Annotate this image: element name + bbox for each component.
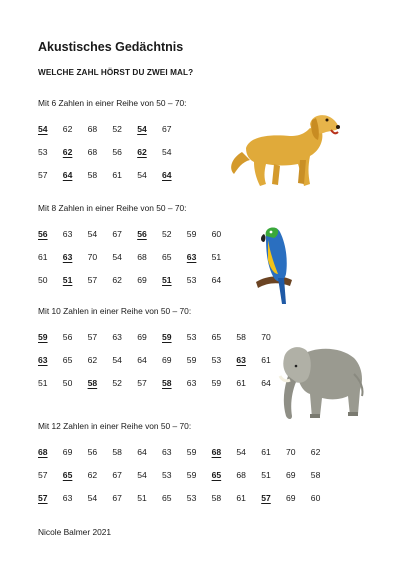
number-cell: 65 <box>62 470 73 480</box>
number-cell: 68 <box>87 147 98 157</box>
number-cell: 58 <box>112 447 122 457</box>
number-cell: 63 <box>62 252 73 262</box>
section-heading: Mit 12 Zahlen in einer Reihe von 50 – 70: <box>38 421 192 431</box>
number-cell: 69 <box>62 447 73 457</box>
number-cell: 57 <box>87 332 98 342</box>
number-cell: 54 <box>137 170 147 180</box>
number-cell: 63 <box>62 229 73 239</box>
number-cell: 57 <box>87 275 98 285</box>
worksheet-title: Akustisches Gedächtnis <box>38 40 184 54</box>
number-cell: 59 <box>162 332 172 342</box>
number-cell: 70 <box>286 447 296 457</box>
number-cell: 56 <box>137 229 147 239</box>
number-cell: 56 <box>38 229 48 239</box>
number-cell: 59 <box>186 229 197 239</box>
number-cell: 63 <box>186 252 197 262</box>
number-cell: 52 <box>162 229 172 239</box>
number-cell: 61 <box>112 170 122 180</box>
number-cell: 70 <box>261 332 271 342</box>
number-cell: 64 <box>211 275 222 285</box>
number-cell: 50 <box>38 275 48 285</box>
number-cell: 56 <box>62 332 73 342</box>
number-cell: 52 <box>112 378 122 388</box>
number-cell: 62 <box>137 147 147 157</box>
number-cell: 69 <box>137 275 147 285</box>
number-cell: 54 <box>137 124 147 134</box>
number-cell: 58 <box>236 332 246 342</box>
number-cell: 58 <box>310 470 321 480</box>
number-cell: 62 <box>310 447 321 457</box>
number-cell: 63 <box>38 355 48 365</box>
number-cell: 65 <box>162 493 172 503</box>
number-cell: 58 <box>211 493 222 503</box>
number-cell: 59 <box>211 378 222 388</box>
number-cell: 62 <box>87 355 98 365</box>
number-cell: 53 <box>186 275 197 285</box>
number-cell: 53 <box>38 147 48 157</box>
number-cell: 51 <box>62 275 73 285</box>
number-cell: 57 <box>38 470 48 480</box>
number-cell: 68 <box>137 252 147 262</box>
number-cell: 70 <box>87 252 98 262</box>
number-cell: 60 <box>211 229 222 239</box>
number-cell: 54 <box>162 147 172 157</box>
number-cell: 53 <box>211 355 222 365</box>
number-cell: 68 <box>211 447 222 457</box>
number-cell: 58 <box>87 378 98 388</box>
worksheet-question: WELCHE ZAHL HÖRST DU ZWEI MAL? <box>38 68 194 77</box>
number-cell: 57 <box>38 170 48 180</box>
number-cell: 63 <box>112 332 122 342</box>
number-cell: 54 <box>38 124 48 134</box>
number-cell: 67 <box>112 470 122 480</box>
number-cell: 52 <box>112 124 122 134</box>
number-cell: 69 <box>286 470 296 480</box>
number-cell: 50 <box>62 378 73 388</box>
number-cell: 61 <box>261 355 271 365</box>
number-cell: 53 <box>162 470 172 480</box>
number-cell: 65 <box>211 332 222 342</box>
number-cell: 63 <box>162 447 172 457</box>
number-cell: 62 <box>112 275 122 285</box>
number-cell: 64 <box>261 378 271 388</box>
number-cell: 67 <box>112 229 122 239</box>
number-cell: 51 <box>38 378 48 388</box>
number-cell: 57 <box>261 493 271 503</box>
number-cell: 69 <box>162 355 172 365</box>
number-cell: 67 <box>162 124 172 134</box>
section-heading: Mit 6 Zahlen in einer Reihe von 50 – 70: <box>38 98 187 108</box>
number-cell: 59 <box>38 332 48 342</box>
number-cell: 65 <box>162 252 172 262</box>
number-cell: 68 <box>38 447 48 457</box>
section-heading: Mit 10 Zahlen in einer Reihe von 50 – 70: <box>38 306 192 316</box>
number-cell: 64 <box>137 447 147 457</box>
number-cell: 64 <box>162 170 172 180</box>
number-cell: 62 <box>87 470 98 480</box>
number-cell: 57 <box>137 378 147 388</box>
number-cell: 58 <box>87 170 98 180</box>
number-cell: 53 <box>186 332 197 342</box>
number-cell: 54 <box>112 355 122 365</box>
number-cell: 51 <box>211 252 222 262</box>
dog-illustration <box>226 108 341 190</box>
number-cell: 67 <box>112 493 122 503</box>
number-cell: 59 <box>186 447 197 457</box>
number-cell: 63 <box>236 355 246 365</box>
number-cell: 63 <box>186 378 197 388</box>
number-cell: 51 <box>261 470 271 480</box>
number-cell: 61 <box>236 493 246 503</box>
number-cell: 54 <box>112 252 122 262</box>
number-cell: 69 <box>137 332 147 342</box>
number-cell: 59 <box>186 355 197 365</box>
number-cell: 51 <box>162 275 172 285</box>
number-cell: 64 <box>62 170 73 180</box>
number-cell: 54 <box>87 229 98 239</box>
number-cell: 61 <box>261 447 271 457</box>
number-cell: 69 <box>286 493 296 503</box>
number-cell: 54 <box>236 447 246 457</box>
number-cell: 51 <box>137 493 147 503</box>
number-cell: 59 <box>186 470 197 480</box>
number-cell: 68 <box>87 124 98 134</box>
number-cell: 64 <box>137 355 147 365</box>
number-cell: 63 <box>62 493 73 503</box>
number-cell: 53 <box>186 493 197 503</box>
parrot-illustration <box>250 224 296 304</box>
number-cell: 61 <box>236 378 246 388</box>
number-cell: 60 <box>310 493 321 503</box>
number-cell: 56 <box>112 147 122 157</box>
elephant-illustration <box>274 340 366 426</box>
number-cell: 62 <box>62 147 73 157</box>
number-cell: 54 <box>87 493 98 503</box>
number-cell: 54 <box>137 470 147 480</box>
number-cell: 65 <box>211 470 222 480</box>
number-cell: 58 <box>162 378 172 388</box>
number-cell: 68 <box>236 470 246 480</box>
section-heading: Mit 8 Zahlen in einer Reihe von 50 – 70: <box>38 203 187 213</box>
number-cell: 62 <box>62 124 73 134</box>
author-footer: Nicole Balmer 2021 <box>38 527 112 537</box>
number-cell: 56 <box>87 447 98 457</box>
number-cell: 65 <box>62 355 73 365</box>
number-cell: 61 <box>38 252 48 262</box>
number-cell: 57 <box>38 493 48 503</box>
